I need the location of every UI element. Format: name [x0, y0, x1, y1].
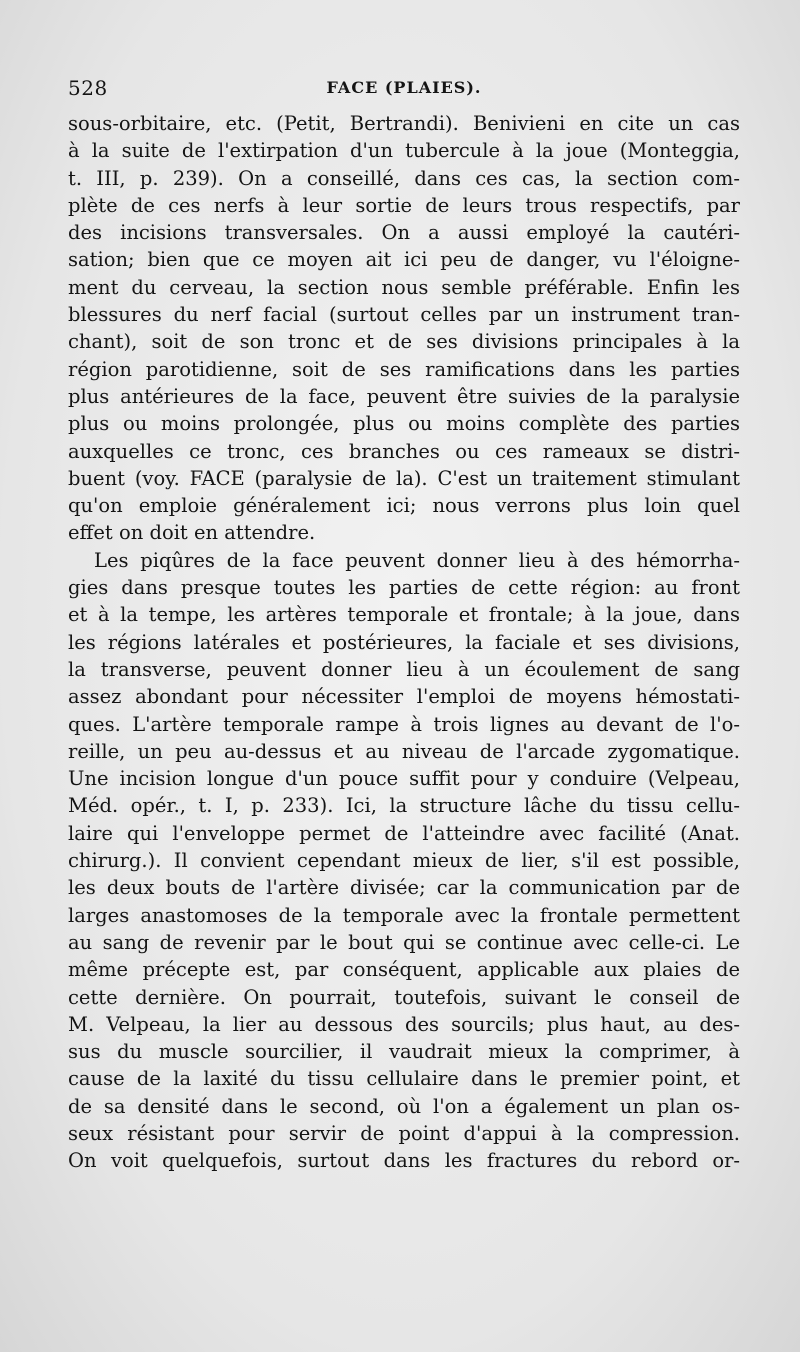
- text-line: assez abondant pour nécessiter l'emploi de moyens hémostati-: [68, 685, 740, 709]
- text-line: à la suite de l'extirpation d'un tubercule à la joue (Monteggia,: [68, 139, 740, 163]
- body-text: [68, 110, 740, 1175]
- text-line: chant), soit de son tronc et de ses divisions principales à la: [68, 330, 740, 354]
- text-line: au sang de revenir par le bout qui se continue avec celle-ci. Le: [68, 930, 740, 954]
- text-line: de sa densité dans le second, où l'on a également un plan os-: [68, 1094, 740, 1118]
- text-line: gies dans presque toutes les parties de cette région: au front: [68, 576, 740, 600]
- text-line: les régions latérales et postérieures, la faciale et ses divisions,: [68, 630, 740, 654]
- text-line: plète de ces nerfs à leur sortie de leurs trous respectifs, par: [68, 193, 740, 217]
- text-line: cette dernière. On pourrait, toutefois, suivant le conseil de: [68, 985, 740, 1009]
- text-line: même précepte est, par conséquent, applicable aux plaies de: [68, 958, 740, 982]
- text-line: Les piqûres de la face peuvent donner lieu à des hémorrha-: [94, 548, 740, 572]
- text-line: On voit quelquefois, surtout dans les fractures du rebord or-: [68, 1149, 740, 1173]
- text-line: les deux bouts de l'artère divisée; car la communication par de: [68, 876, 740, 900]
- text-line: laire qui l'enveloppe permet de l'atteindre avec facilité (Anat.: [68, 821, 740, 845]
- text-line: chirurg.). Il convient cependant mieux de lier, s'il est possible,: [68, 849, 740, 873]
- text-line: plus ou moins prolongée, plus ou moins complète des parties: [68, 412, 740, 436]
- page-number: 528: [68, 76, 108, 100]
- text-line: M. Velpeau, la lier au dessous des sourcils; plus haut, au des-: [68, 1012, 740, 1036]
- text-line: et à la tempe, les artères temporale et frontale; à la joue, dans: [68, 603, 740, 627]
- text-line: effet on doit en attendre.: [68, 521, 316, 545]
- text-line: blessures du nerf facial (surtout celles par un instrument tran-: [68, 303, 740, 327]
- text-line: plus antérieures de la face, peuvent être suivies de la paralysie: [68, 384, 740, 408]
- text-line: la transverse, peuvent donner lieu à un écoulement de sang: [68, 657, 740, 681]
- text-line: seux résistant pour servir de point d'appui à la compression.: [68, 1121, 740, 1145]
- text-line: sus du muscle sourcilier, il vaudrait mieux la comprimer, à: [68, 1040, 740, 1064]
- text-line: Une incision longue d'un pouce suffit pour y conduire (Velpeau,: [68, 767, 740, 791]
- text-line: larges anastomoses de la temporale avec la frontale permettent: [68, 903, 740, 927]
- text-line: des incisions transversales. On a aussi employé la cautéri-: [68, 221, 740, 245]
- text-line: région parotidienne, soit de ses ramifications dans les parties: [68, 357, 740, 381]
- text-line: t. III, p. 239). On a conseillé, dans ces cas, la section com-: [68, 166, 740, 190]
- running-title: FACE (PLAIES).: [326, 78, 482, 97]
- text-line: cause de la laxité du tissu cellulaire dans le premier point, et: [68, 1067, 740, 1091]
- text-line: ment du cerveau, la section nous semble préférable. Enfin les: [68, 275, 740, 299]
- text-line: Méd. opér., t. I, p. 233). Ici, la structure lâche du tissu cellu-: [68, 794, 740, 818]
- page-header: [68, 76, 740, 102]
- text-line: auxquelles ce tronc, ces branches ou ces rameaux se distri-: [68, 439, 740, 463]
- text-line: buent (voy. FACE (paralysie de la). C'est un traitement stimulant: [68, 466, 740, 490]
- text-line: sous-orbitaire, etc. (Petit, Bertrandi). Benivieni en cite un cas: [68, 112, 740, 135]
- text-line: sation; bien que ce moyen ait ici peu de danger, vu l'éloigne-: [68, 248, 740, 272]
- text-line: qu'on emploie généralement ici; nous verrons plus loin quel: [68, 494, 740, 518]
- text-line: reille, un peu au-dessus et au niveau de l'arcade zygomatique.: [68, 739, 740, 763]
- text-line: ques. L'artère temporale rampe à trois lignes au devant de l'o-: [68, 712, 740, 736]
